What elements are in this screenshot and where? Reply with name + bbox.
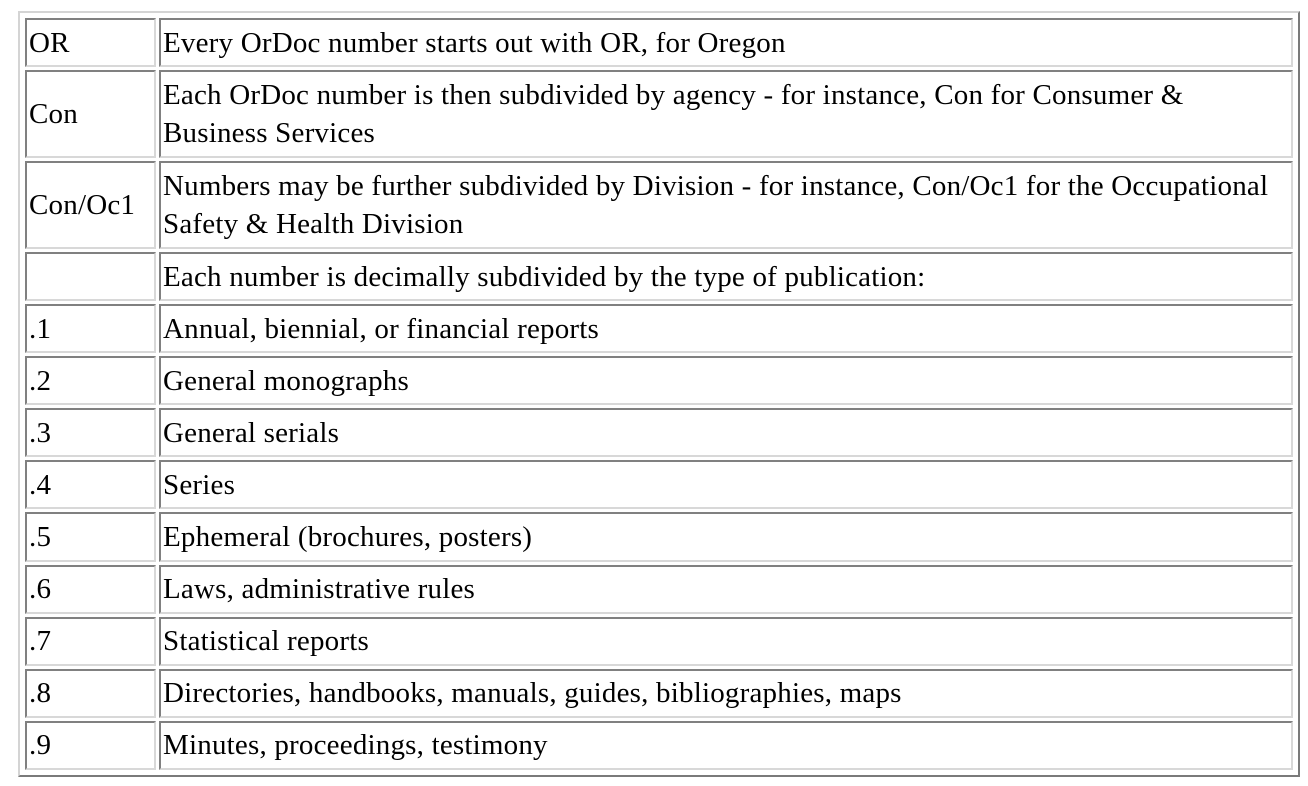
table-row — [25, 721, 1293, 770]
ordoc-numbering-table-frame — [18, 11, 1300, 777]
description-cell: General monographs — [159, 356, 1293, 405]
table-row — [25, 161, 1293, 249]
code-cell: Con/Oc1 — [25, 161, 156, 249]
description-cell: Annual, biennial, or financial reports — [159, 304, 1293, 353]
table-row — [25, 18, 1293, 67]
table-row — [25, 70, 1293, 158]
code-cell: OR — [25, 18, 156, 67]
description-cell: Each number is decimally subdivided by the type of publication: — [159, 252, 1293, 301]
description-cell: Statistical reports — [159, 617, 1293, 666]
description-cell: Minutes, proceedings, testimony — [159, 721, 1293, 770]
table-row — [25, 408, 1293, 457]
table-row — [25, 512, 1293, 561]
code-cell: .7 — [25, 617, 156, 666]
table-row — [25, 356, 1293, 405]
code-cell: .4 — [25, 460, 156, 509]
description-cell: Numbers may be further subdivided by Division - for instance, Con/Oc1 for the Occupational Safety & Health Division — [159, 161, 1293, 249]
description-cell: Ephemeral (brochures, posters) — [159, 512, 1293, 561]
code-cell: .2 — [25, 356, 156, 405]
table-row — [25, 460, 1293, 509]
description-cell: Each OrDoc number is then subdivided by agency - for instance, Con for Consumer & Business Services — [159, 70, 1293, 158]
description-cell: Every OrDoc number starts out with OR, for Oregon — [159, 18, 1293, 67]
code-cell: .1 — [25, 304, 156, 353]
table-row — [25, 252, 1293, 301]
code-cell — [25, 252, 156, 301]
description-cell: General serials — [159, 408, 1293, 457]
code-cell: .5 — [25, 512, 156, 561]
description-cell: Series — [159, 460, 1293, 509]
code-cell: Con — [25, 70, 156, 158]
code-cell: .9 — [25, 721, 156, 770]
table-row — [25, 304, 1293, 353]
ordoc-numbering-table — [22, 15, 1296, 773]
table-row — [25, 565, 1293, 614]
description-cell: Directories, handbooks, manuals, guides, bibliographies, maps — [159, 669, 1293, 718]
table-row — [25, 617, 1293, 666]
table-row — [25, 669, 1293, 718]
code-cell: .8 — [25, 669, 156, 718]
description-cell: Laws, administrative rules — [159, 565, 1293, 614]
code-cell: .3 — [25, 408, 156, 457]
code-cell: .6 — [25, 565, 156, 614]
